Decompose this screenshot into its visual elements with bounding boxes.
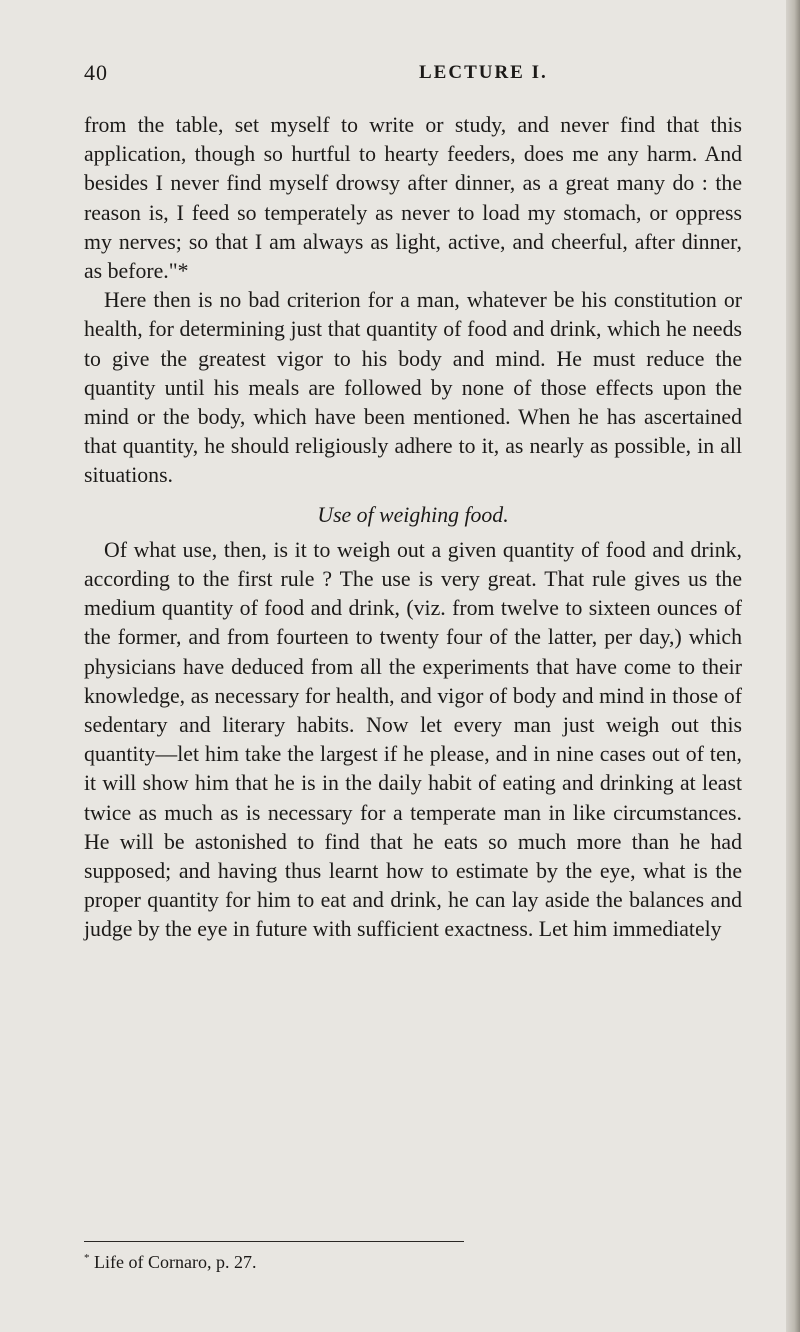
page-edge: [786, 0, 800, 1332]
body-text: [84, 111, 742, 945]
footnote: [84, 1247, 256, 1273]
footnote-mark: *: [84, 1252, 90, 1264]
footnote-rule: [84, 1241, 464, 1242]
running-title: LECTURE I.: [419, 62, 548, 83]
paragraph: Here then is no bad criterion for a man, whatever be his constitution or health, for determining just that quantity of food and drink, which he needs to give the greatest vigor to his body and mind. He must reduce the quantity until his meals are followed by none of those effects upon the mind or the body, which have been mentioned. When he has ascertained that quantity, he should religiously adhere to it, as nearly as possible, in all situations.: [84, 288, 742, 488]
footnote-text: Life of Cornaro, p. 27.: [94, 1252, 257, 1272]
section-heading: Use of weighing food.: [317, 502, 509, 527]
paragraph: from the table, set myself to write or study, and never find that this application, though so hurtful to hearty feeders, does me any harm. And besides I never find myself drowsy after dinner, as a great many do : the reason is, I feed so temperately as never to load my stomach, or oppress my nerves; so that I am always as light, active, and cheerful, after dinner, as before."*: [84, 113, 742, 284]
paragraph: Of what use, then, is it to weigh out a given quantity of food and drink, according to the first rule ? The use is very great. That rule gives us the medium quantity of food and drink, (viz. from twelve to sixteen ounces of the former, and from fourteen to twenty four of the latter, per day,) which physicians have deduced from all the experiments that have come to their knowledge, as necessary for health, and vigor of body and mind in those of sedentary and literary habits. Now let every man just weigh out this quantity—let him take the largest if he please, and in nine cases out of ten, it will show him that he is in the daily habit of eating and drinking at least twice as much as is necessary for a temperate man in like circumstances. He will be astonished to find that he eats so much more than he had supposed; and having thus learnt how to estimate by the eye, what is the proper quantity for him to eat and drink, he can lay aside the balances and judge by the eye in future with sufficient exactness. Let him immediately: [84, 537, 742, 942]
page-number: 40: [84, 60, 108, 85]
running-head: [84, 60, 744, 84]
